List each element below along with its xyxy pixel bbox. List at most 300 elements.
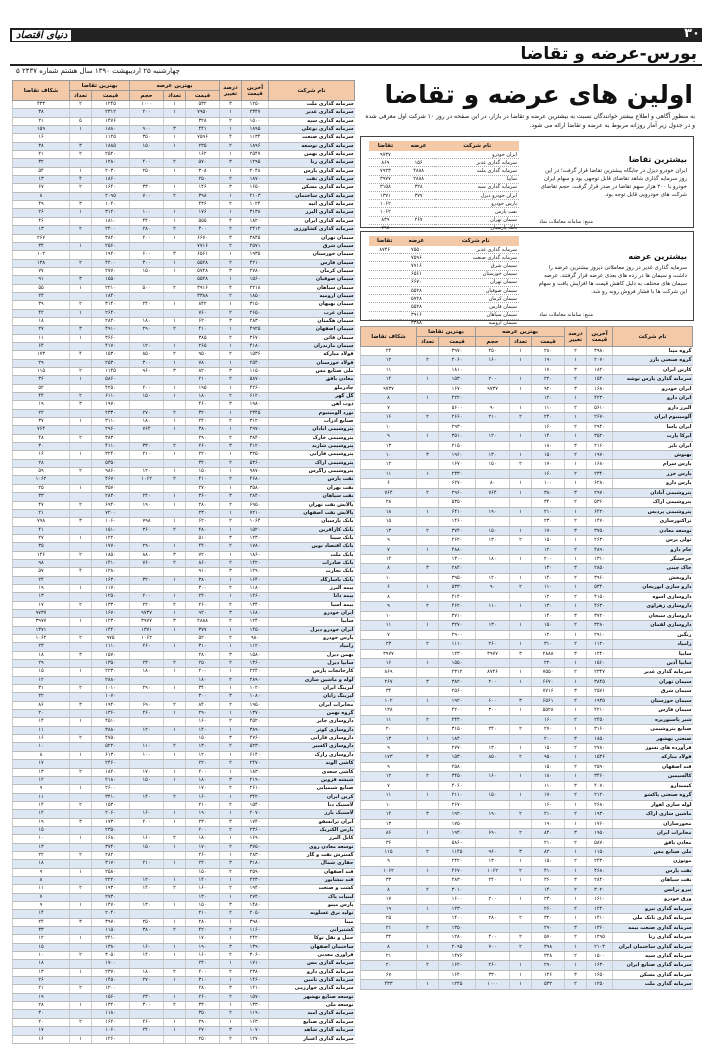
company-name: سیمان شرق bbox=[432, 262, 519, 270]
table-cell: ۲۹ bbox=[13, 359, 70, 367]
table-cell: ۱۲۰ bbox=[532, 545, 565, 554]
table-cell: ۱۷۰ bbox=[532, 460, 565, 469]
table-row bbox=[13, 968, 355, 976]
table-cell: ۲ bbox=[70, 885, 92, 893]
table-cell: ۲ bbox=[565, 791, 587, 800]
table-cell: ۱ bbox=[220, 835, 242, 843]
table-cell bbox=[70, 643, 92, 651]
table-cell: ۲۴ bbox=[13, 576, 70, 584]
table-cell: ۶۱۳۰ bbox=[92, 751, 130, 759]
table-cell: ۱۵۷۰ bbox=[242, 993, 269, 1001]
table-cell: ۱۳ bbox=[13, 968, 70, 976]
top-bar bbox=[10, 28, 702, 42]
table-cell: ۱۴۰ bbox=[532, 885, 565, 894]
table-cell: ۱۴۶۰ bbox=[439, 517, 476, 526]
company-name: پارس مینو bbox=[269, 902, 355, 910]
table-cell: ۱۱۵۰ bbox=[587, 848, 613, 857]
table-cell: ۳۹۸۰ bbox=[587, 347, 613, 356]
company-name: سیمان خوزستان bbox=[269, 251, 355, 259]
company-name: کربن ایران bbox=[269, 793, 355, 801]
table-cell: ۳۶۰ bbox=[186, 493, 220, 501]
table-row bbox=[13, 701, 355, 709]
table-cell: ۱۶۰ bbox=[532, 800, 565, 809]
table-cell: ۳ bbox=[565, 564, 587, 573]
table-cell: ۱۰۰ bbox=[130, 209, 164, 217]
list-item bbox=[369, 151, 519, 159]
table-cell: ۲۶۸۰ bbox=[587, 800, 613, 809]
table-cell: ۲۴۵۰ bbox=[587, 715, 613, 724]
table-cell: ۲ bbox=[164, 835, 186, 843]
table-cell: ۱ bbox=[164, 418, 186, 426]
table-cell: ۲ bbox=[510, 583, 532, 592]
table-cell bbox=[70, 793, 92, 801]
table-row bbox=[13, 384, 355, 392]
table-cell: ۳۵۱۰ bbox=[439, 432, 476, 441]
table-cell: ۱ bbox=[220, 643, 242, 651]
table-row bbox=[13, 810, 355, 818]
company-name: قند نیشابور bbox=[269, 876, 355, 884]
table-cell bbox=[70, 159, 92, 167]
table-cell bbox=[417, 876, 439, 885]
table-cell: ۱ bbox=[565, 848, 587, 857]
table-cell: ۱۷۳۰ bbox=[92, 818, 130, 826]
table-cell: ۳۲۸ bbox=[186, 117, 220, 125]
table-cell: ۱۲ bbox=[13, 935, 70, 943]
table-cell: ۱ bbox=[164, 267, 186, 275]
table-cell bbox=[402, 200, 436, 208]
table-cell: ۳۵۷۰ bbox=[92, 484, 130, 492]
table-cell bbox=[164, 201, 186, 209]
table-cell: ۱۰۶۴ bbox=[242, 518, 269, 526]
table-cell: ۱ bbox=[164, 543, 186, 551]
table-cell: ۳ bbox=[220, 368, 242, 376]
table-cell: ۲۰ bbox=[13, 1018, 70, 1026]
table-cell: ۱ bbox=[164, 876, 186, 884]
table-cell bbox=[70, 359, 92, 367]
table-cell: ۲ bbox=[164, 885, 186, 893]
table-cell: ۳۰۰ bbox=[130, 1002, 164, 1010]
table-cell: ۱۷۴۰ bbox=[242, 818, 269, 826]
table-cell: ۴۰۶۰ bbox=[439, 781, 476, 790]
demand-box-source: منبع: سامانه معاملات نماد bbox=[539, 219, 593, 225]
table-cell: ۱۵۲۰ bbox=[242, 526, 269, 534]
company-name: سرمایه گذاری صنعت بیمه bbox=[613, 923, 693, 932]
table-row bbox=[361, 479, 693, 488]
table-cell: ۱ bbox=[220, 126, 242, 134]
table-cell: ۲۶۳۰ bbox=[587, 536, 613, 545]
table-cell: ۱۲۶۰ bbox=[92, 1035, 130, 1043]
table-cell: ۳ bbox=[220, 184, 242, 192]
table-row bbox=[361, 857, 693, 866]
table-cell: ۲۷۰ bbox=[130, 977, 164, 985]
table-cell: ۱ bbox=[510, 488, 532, 497]
table-row bbox=[13, 902, 355, 910]
table-cell: ۳ bbox=[565, 649, 587, 658]
table-cell: ۴۳۳ bbox=[361, 980, 417, 989]
table-cell: ۲ bbox=[164, 443, 186, 451]
table-cell bbox=[130, 801, 164, 809]
table-cell: ۳ bbox=[417, 677, 439, 686]
table-cell: ۱ bbox=[164, 843, 186, 851]
table-cell: ۱۳۳۰ bbox=[242, 1002, 269, 1010]
table-cell: ۶۲۰ bbox=[186, 518, 220, 526]
company-name: محورسازان bbox=[613, 819, 693, 828]
table-cell: ۱ bbox=[164, 384, 186, 392]
table-row bbox=[13, 584, 355, 592]
table-cell bbox=[476, 762, 510, 771]
table-cell: ۱ bbox=[220, 151, 242, 159]
company-name: نورد آلومینیوم bbox=[269, 409, 355, 417]
table-cell: ۲۵۰ bbox=[476, 347, 510, 356]
company-name: توسعه معادن روی bbox=[269, 843, 355, 851]
table-cell: ۱۳۴۰ bbox=[242, 601, 269, 609]
table-cell: ۲۴۰ bbox=[186, 593, 220, 601]
table-row bbox=[361, 904, 693, 913]
table-cell: ۲۶۰ bbox=[186, 851, 220, 859]
table-cell: ۳ bbox=[220, 735, 242, 743]
table-cell: ۱۵۶۰ bbox=[92, 993, 130, 1001]
table-cell: ۱۶۰ bbox=[186, 885, 220, 893]
table-cell: ۲۵۰ bbox=[186, 1035, 220, 1043]
table-cell: ۵۴ bbox=[13, 167, 70, 175]
table-cell bbox=[417, 706, 439, 715]
table-cell: ۸۲۰ bbox=[186, 368, 220, 376]
table-cell: ۱۵ bbox=[13, 826, 70, 834]
table-row bbox=[13, 609, 355, 617]
table-cell: ۴ bbox=[417, 753, 439, 762]
table-cell: ۱۴۷۶ bbox=[92, 117, 130, 125]
table-cell: ۲ bbox=[565, 762, 587, 771]
company-name: سیمان تهران bbox=[432, 278, 519, 286]
table-cell: ۱۲ bbox=[13, 776, 70, 784]
table-cell: ۲۴۰ bbox=[476, 725, 510, 734]
table-cell bbox=[417, 573, 439, 582]
table-cell bbox=[417, 611, 439, 620]
table-cell: ۱ bbox=[70, 534, 92, 542]
table-cell: ۱۵۹ bbox=[13, 126, 70, 134]
table-cell: ۱۱۳۴ bbox=[242, 134, 269, 142]
col-demand-group: بهترین تقاضا bbox=[417, 327, 476, 337]
table-cell: ۳۹۸۰ bbox=[242, 918, 269, 926]
table-cell: ۳۰۵۰ bbox=[92, 952, 130, 960]
table-cell: ۹۷۳۷ bbox=[361, 384, 417, 393]
table-cell: ۴۸۸۸ bbox=[402, 167, 436, 175]
table-cell: ۲۸۵۰ bbox=[587, 564, 613, 573]
table-cell: ۱۲۴۰ bbox=[242, 618, 269, 626]
table-cell: ۱۶۰ bbox=[186, 793, 220, 801]
table-cell: ۲۰۰ bbox=[476, 895, 510, 904]
table-cell: ۲ bbox=[164, 660, 186, 668]
table-cell: ۱ bbox=[510, 479, 532, 488]
company-name: موتوژن bbox=[613, 857, 693, 866]
table-cell bbox=[130, 568, 164, 576]
table-cell: ۸۸۰ bbox=[130, 551, 164, 559]
table-row bbox=[13, 209, 355, 217]
table-cell: ۷۸۰ bbox=[186, 359, 220, 367]
table-cell: ۱۹۵ bbox=[186, 384, 220, 392]
table-cell: ۲ bbox=[220, 618, 242, 626]
table-cell: ۱۰۶۲ bbox=[361, 866, 417, 875]
table-cell: ۴ bbox=[220, 217, 242, 225]
table-cell: ۱ bbox=[417, 658, 439, 667]
table-cell: ۲۲۰ bbox=[532, 658, 565, 667]
table-cell bbox=[70, 910, 92, 918]
table-cell: ۱ bbox=[510, 432, 532, 441]
table-cell bbox=[70, 559, 92, 567]
company-name: رنگین bbox=[613, 630, 693, 639]
table-cell: ۱ bbox=[565, 356, 587, 365]
table-row bbox=[361, 942, 693, 951]
table-cell: ۳۱۰ bbox=[186, 977, 220, 985]
table-row bbox=[361, 696, 693, 705]
company-name: ملی صنایع مس bbox=[613, 848, 693, 857]
company-name: سرمایه گذاری ملت bbox=[613, 980, 693, 989]
table-cell: ۳ bbox=[220, 902, 242, 910]
table-cell: ۳ bbox=[70, 326, 92, 334]
table-cell: ۲۱ bbox=[361, 952, 417, 961]
company-name: سرمایه گذاری صنعت bbox=[269, 134, 355, 142]
table-cell bbox=[417, 441, 439, 450]
table-cell: ۳ bbox=[164, 126, 186, 134]
table-cell bbox=[417, 460, 439, 469]
table-row bbox=[361, 772, 693, 781]
table-cell: ۱ bbox=[417, 507, 439, 516]
table-cell bbox=[476, 904, 510, 913]
table-cell: ۳۲ bbox=[361, 933, 417, 942]
table-cell bbox=[130, 434, 164, 442]
table-cell: ۳ bbox=[220, 234, 242, 242]
table-row bbox=[13, 176, 355, 184]
table-row bbox=[13, 935, 355, 943]
table-cell: ۹۵۰ bbox=[186, 351, 220, 359]
table-cell: ۲۸۹۰ bbox=[242, 676, 269, 684]
table-cell bbox=[70, 726, 92, 734]
table-cell: ۲۶۰ bbox=[186, 993, 220, 1001]
table-cell: ۸۴۲ bbox=[186, 301, 220, 309]
table-cell: ۱۷۶۰ bbox=[587, 819, 613, 828]
table-cell: ۱۹ bbox=[13, 993, 70, 1001]
table-cell bbox=[70, 660, 92, 668]
table-cell: ۱ bbox=[70, 902, 92, 910]
table-cell: ۳ bbox=[70, 518, 92, 526]
table-cell: ۲ bbox=[565, 498, 587, 507]
table-row bbox=[13, 334, 355, 342]
supply-box-text: سرمایه گذاری غدیر در روز معاملاتی دیروز بیشترین عرضه را داشت و سیمان ها در رده های بعدی عرضه قرار گرفتند. عرضه سیمان های مختلف به دلیل کاهش قیمت ها افزایش یافت و سهام این شرکت ها با فشار فروش روبه رو شد. bbox=[538, 265, 687, 295]
table-cell: ۲۲۳۰ bbox=[242, 876, 269, 884]
table-row bbox=[13, 234, 355, 242]
table-cell: ۳۴۶۰ bbox=[587, 772, 613, 781]
table-cell bbox=[70, 493, 92, 501]
table-cell: ۱۶۵۰ bbox=[242, 184, 269, 192]
table-cell: ۲۶۵۰ bbox=[242, 309, 269, 317]
table-cell: ۲ bbox=[164, 968, 186, 976]
table-cell: ۱ bbox=[510, 876, 532, 885]
table-cell: ۱ bbox=[164, 109, 186, 117]
table-row bbox=[13, 201, 355, 209]
table-cell: ۲۹۰۰ bbox=[439, 630, 476, 639]
company-name: معادن بافق bbox=[613, 838, 693, 847]
table-cell: ۲ bbox=[417, 715, 439, 724]
list-item bbox=[369, 254, 519, 262]
table-cell: ۹۶۰ bbox=[476, 848, 510, 857]
table-cell: ۳ bbox=[220, 534, 242, 542]
table-row bbox=[13, 351, 355, 359]
table-cell: ۱۸۶۰ bbox=[92, 176, 130, 184]
table-row bbox=[361, 762, 693, 771]
table-cell: ۹ bbox=[361, 744, 417, 753]
table-cell bbox=[70, 109, 92, 117]
table-cell bbox=[70, 459, 92, 467]
table-cell: ۲ bbox=[565, 545, 587, 554]
company-name: ایرکا پارت bbox=[613, 432, 693, 441]
table-cell: ۱۱ bbox=[361, 715, 417, 724]
table-cell bbox=[70, 927, 92, 935]
table-cell: ۳ bbox=[220, 776, 242, 784]
table-cell: ۲۵۹۰ bbox=[587, 762, 613, 771]
table-cell: ۱۱ bbox=[361, 469, 417, 478]
table-cell: ۷۷۱۶ bbox=[532, 687, 565, 696]
table-cell: ۱۶ bbox=[13, 1035, 70, 1043]
table-cell: ۳ bbox=[70, 401, 92, 409]
table-row bbox=[361, 885, 693, 894]
table-row bbox=[13, 860, 355, 868]
company-name: داروسازی اسوه bbox=[613, 592, 693, 601]
company-name: سرمایه گذاری نیرو bbox=[613, 904, 693, 913]
table-row bbox=[13, 885, 355, 893]
table-cell bbox=[130, 584, 164, 592]
table-cell: ۴۷۵۰ bbox=[92, 735, 130, 743]
table-cell: ۳ bbox=[164, 251, 186, 259]
table-cell bbox=[510, 498, 532, 507]
table-row bbox=[13, 760, 355, 768]
company-name: فرآوری معدنی bbox=[269, 952, 355, 960]
table-cell: ۱۸۸۰ bbox=[92, 126, 130, 134]
table-cell: ۳۱۵۰ bbox=[439, 725, 476, 734]
table-cell bbox=[70, 760, 92, 768]
table-cell: ۲۳۰ bbox=[532, 895, 565, 904]
table-cell: ۳۱۲۰ bbox=[92, 209, 130, 217]
table-cell: ۳۷۴۰ bbox=[92, 843, 130, 851]
table-cell: ۷۶۰ bbox=[130, 559, 164, 567]
table-cell: ۳ bbox=[220, 443, 242, 451]
table-cell: ۳ bbox=[220, 943, 242, 951]
table-cell: ۱۶۰ bbox=[476, 356, 510, 365]
table-row bbox=[13, 509, 355, 517]
table-row bbox=[361, 715, 693, 724]
company-name: داروسازی سبحان bbox=[613, 611, 693, 620]
table-cell bbox=[417, 649, 439, 658]
table-cell: ۱۸۲۰ bbox=[587, 365, 613, 374]
table-cell: ۲۱۵۰ bbox=[439, 441, 476, 450]
table-cell: ۱۷۳ bbox=[361, 753, 417, 762]
table-cell: ۱ bbox=[220, 209, 242, 217]
table-cell: ۱۲۰ bbox=[130, 468, 164, 476]
company-name: صنعتی بهشهر bbox=[613, 734, 693, 743]
table-cell: ۱۲۰ bbox=[130, 876, 164, 884]
table-cell: ۳ bbox=[70, 651, 92, 659]
company-name: لبنیات پاک bbox=[269, 893, 355, 901]
table-cell: ۹۲۰ bbox=[186, 609, 220, 617]
table-cell bbox=[476, 422, 510, 431]
supply-mini-table bbox=[369, 236, 519, 328]
table-cell: ۱۳۰ bbox=[532, 564, 565, 573]
table-cell: ۶۴۱۰ bbox=[439, 507, 476, 516]
table-cell: ۷ bbox=[361, 545, 417, 554]
col-last: آخرین قیمت bbox=[587, 327, 613, 347]
table-cell bbox=[510, 923, 532, 932]
company-name: سرمایه گذاری بوعلی bbox=[269, 126, 355, 134]
table-cell: ۱ bbox=[510, 403, 532, 412]
table-cell: ۱۹۰ bbox=[476, 507, 510, 516]
table-cell: ۱۰۲۴ bbox=[242, 201, 269, 209]
company-name: سیمان شرق bbox=[269, 242, 355, 250]
table-cell: ۱ bbox=[164, 818, 186, 826]
table-cell: ۵۸۷۰ bbox=[242, 376, 269, 384]
list-item bbox=[369, 183, 519, 191]
company-name: سرمایه گذاری خوارزمی bbox=[269, 985, 355, 993]
table-row bbox=[13, 167, 355, 175]
table-cell: ۲۶۰ bbox=[476, 640, 510, 649]
table-cell: ۱۰ bbox=[361, 422, 417, 431]
table-cell bbox=[164, 151, 186, 159]
table-cell: ۲۰۵۰ bbox=[242, 910, 269, 918]
table-cell: ۵۵۲۸ bbox=[400, 286, 432, 294]
table-cell: ۲۶۰ bbox=[476, 961, 510, 970]
table-cell: ۱ bbox=[565, 800, 587, 809]
company-name: لوله و ماشین سازی bbox=[269, 676, 355, 684]
company-name: سرمایه گذاری صنعت bbox=[432, 254, 519, 262]
table-cell: ۴۱۴۰ bbox=[439, 592, 476, 601]
table-row bbox=[13, 551, 355, 559]
table-cell: ۸۶۹ bbox=[369, 159, 402, 167]
table-cell: ۲ bbox=[70, 801, 92, 809]
table-cell: ۱۹۳۵ bbox=[242, 251, 269, 259]
table-cell: ۳۵۸۰ bbox=[242, 484, 269, 492]
table-cell: ۲ bbox=[220, 459, 242, 467]
table-cell: ۲۲۰ bbox=[186, 451, 220, 459]
table-row bbox=[361, 375, 693, 384]
table-cell: ۱ bbox=[565, 554, 587, 563]
table-cell: ۲ bbox=[565, 621, 587, 630]
table-cell: ۱۴۷۰ bbox=[587, 517, 613, 526]
table-cell: ۷۲۰۰ bbox=[92, 509, 130, 517]
table-cell bbox=[476, 545, 510, 554]
table-cell: ۱ bbox=[565, 460, 587, 469]
table-cell: ۱۹۲۰ bbox=[439, 810, 476, 819]
company-name: سرمایه گذاری ملت bbox=[269, 101, 355, 109]
table-cell: ۱۹۵۰ bbox=[242, 701, 269, 709]
company-name: سیمان فارس bbox=[613, 706, 693, 715]
table-row bbox=[13, 142, 355, 150]
table-cell bbox=[476, 715, 510, 724]
supply-box-source: منبع: سامانه معاملات نماد bbox=[539, 312, 593, 318]
table-cell: ۲ bbox=[220, 434, 242, 442]
page-number: ۳۰ bbox=[684, 26, 700, 41]
table-cell: ۲۰۷۰ bbox=[242, 810, 269, 818]
table-cell: ۱۸۰ bbox=[532, 441, 565, 450]
table-cell: ۲۶ bbox=[13, 209, 70, 217]
table-cell: ۱ bbox=[70, 935, 92, 943]
table-cell: ۳۹۷۰ bbox=[92, 918, 130, 926]
table-cell: ۱۵۰ bbox=[532, 621, 565, 630]
table-cell: ۳۳۸۸ bbox=[186, 292, 220, 300]
company-name: بیمه آسیا bbox=[269, 601, 355, 609]
company-name: سرمایه گذاری بانک ملی bbox=[613, 914, 693, 923]
company-name: ایران خودرو bbox=[435, 151, 519, 159]
table-cell: ۲۳۴۷ bbox=[587, 668, 613, 677]
table-cell: ۱ bbox=[510, 450, 532, 459]
table-cell: ۱۵ bbox=[13, 943, 70, 951]
